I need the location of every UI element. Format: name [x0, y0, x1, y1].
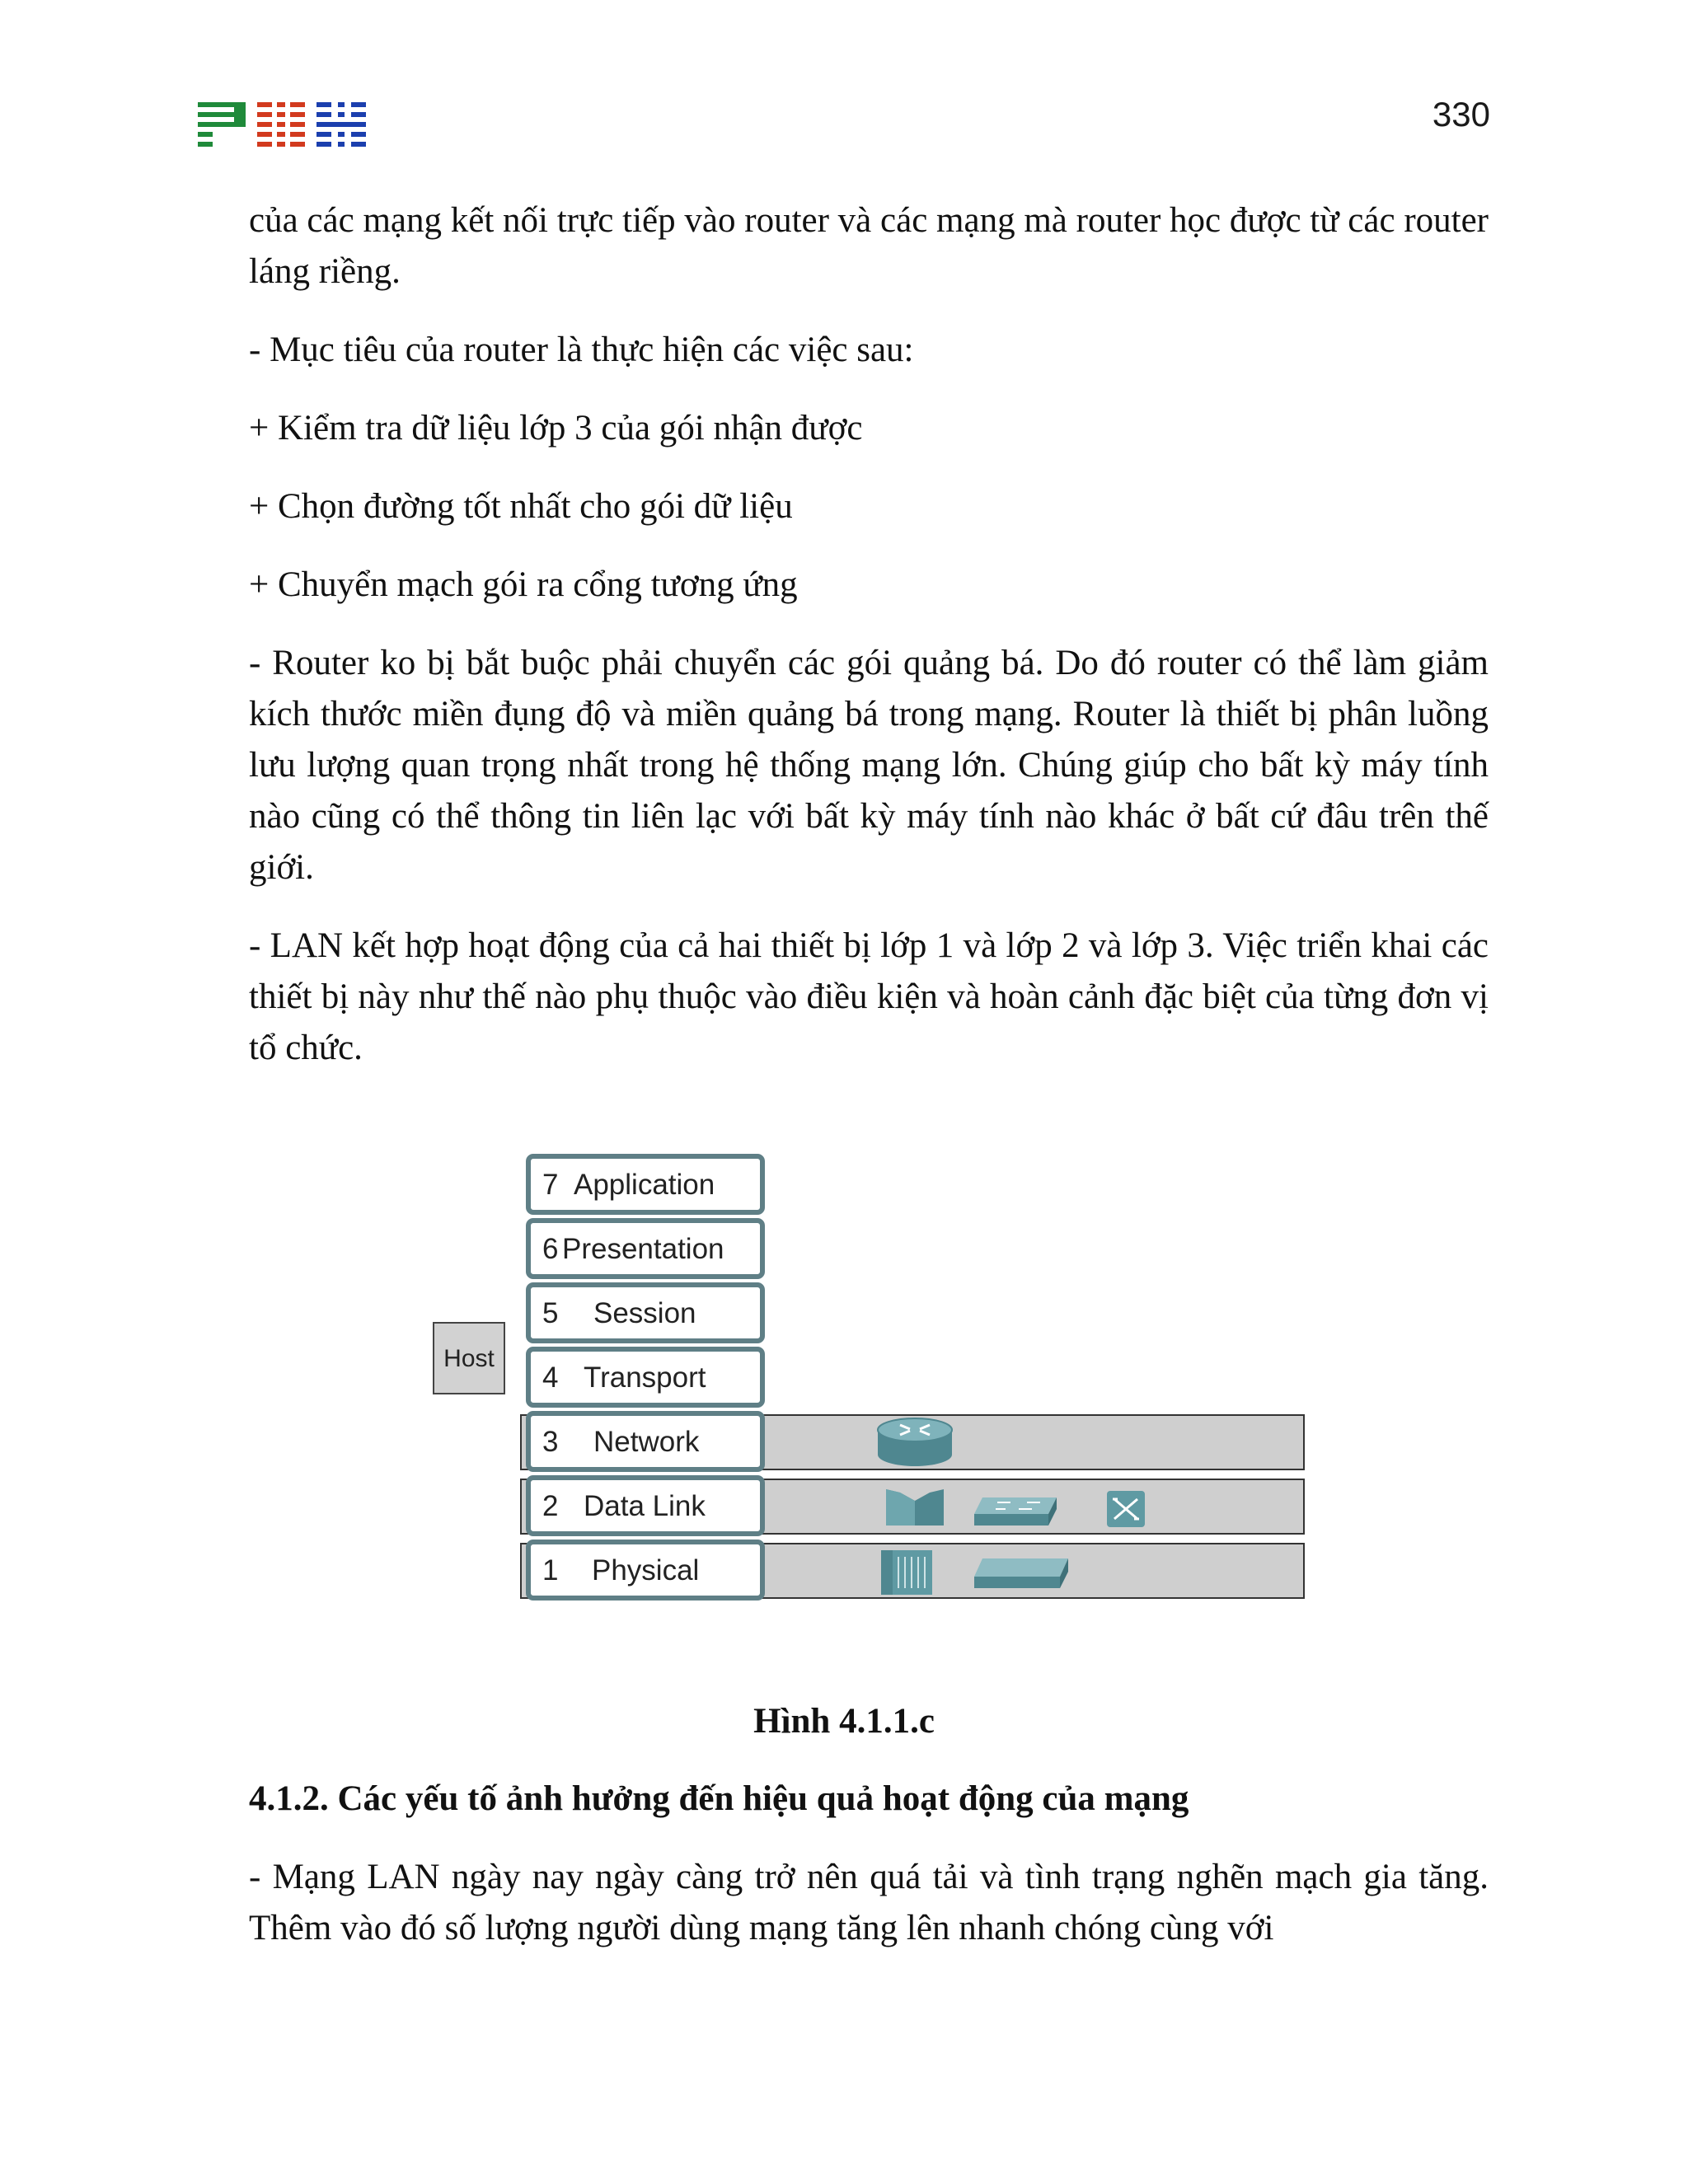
layer-name: Physical	[592, 1554, 700, 1586]
layer-box-1	[528, 1542, 762, 1598]
figure-caption: Hình 4.1.1.c	[753, 1702, 935, 1741]
layer-number: 2	[542, 1490, 559, 1522]
body-text-bottom	[249, 1852, 1489, 1981]
layer-box-3	[528, 1413, 762, 1469]
layer-number: 7	[542, 1169, 559, 1201]
repeater-icon	[881, 1550, 932, 1595]
layer-name: Transport	[584, 1361, 706, 1394]
layer-box-7	[528, 1156, 762, 1212]
paragraph: + Kiểm tra dữ liệu lớp 3 của gói nhận được	[249, 409, 863, 448]
osi-layer-figure	[429, 1150, 1311, 1611]
host-label: Host	[443, 1345, 495, 1372]
layer-name: Application	[574, 1169, 715, 1201]
body-text-top	[249, 195, 1489, 1101]
layer-name: Session	[593, 1297, 696, 1329]
paragraph: - Router ko bị bắt buộc phải chuyển các gói quảng bá. Do đó router có thể làm giảm kích thước miền đụng độ và miền quảng bá trong mạng. Router là thiết bị phân luồng lưu lượng quan trọng nhất trong hệ thống mạng lớn. Chúng giúp cho bất kỳ máy tính nào cũng có thể thông tin liên lạc với bất kỳ máy tính nào khác ở bất cứ đâu trên thế giới.	[249, 644, 1489, 887]
layer-number: 6	[542, 1233, 559, 1265]
layer-name: Data Link	[584, 1490, 706, 1522]
hub-icon	[974, 1558, 1068, 1588]
switch-icon	[974, 1497, 1057, 1526]
paragraph: + Chuyển mạch gói ra cổng tương ứng	[249, 565, 798, 604]
layer-number: 3	[542, 1426, 559, 1458]
layer-box-2	[528, 1478, 762, 1534]
layer-number: 5	[542, 1297, 559, 1329]
page-number: 330	[1432, 95, 1490, 134]
pnh-logo	[198, 101, 367, 147]
layer-name: Presentation	[562, 1233, 724, 1265]
layer-number: 4	[542, 1361, 559, 1394]
router-icon	[878, 1418, 952, 1466]
paragraph: + Chọn đường tốt nhất cho gói dữ liệu	[249, 487, 793, 526]
paragraph: - LAN kết hợp hoạt động của cả hai thiết bị lớp 1 và lớp 2 và lớp 3. Việc triển khai các thiết bị này như thế nào phụ thuộc vào điều kiện và hoàn cảnh đặc biệt của từng đơn vị tổ chức.	[249, 926, 1489, 1067]
layer-box-6	[528, 1221, 762, 1277]
layer-number: 1	[542, 1554, 559, 1586]
paragraph: - Mạng LAN ngày nay ngày càng trở nên quá tải và tình trạng nghẽn mạch gia tăng. Thêm vào đó số lượng người dùng mạng tăng lên nhanh chóng cùng với	[249, 1858, 1489, 1947]
layer-name: Network	[593, 1426, 700, 1458]
section-heading: 4.1.2. Các yếu tố ảnh hưởng đến hiệu quả hoạt động của mạng	[249, 1779, 1189, 1818]
layer-box-5	[528, 1285, 762, 1341]
layer-box-4	[528, 1349, 762, 1405]
paragraph: của các mạng kết nối trực tiếp vào router và các mạng mà router học được từ các router láng riềng.	[249, 201, 1489, 291]
workgroup-switch-icon	[1107, 1491, 1145, 1527]
paragraph: - Mục tiêu của router là thực hiện các việc sau:	[249, 330, 914, 369]
